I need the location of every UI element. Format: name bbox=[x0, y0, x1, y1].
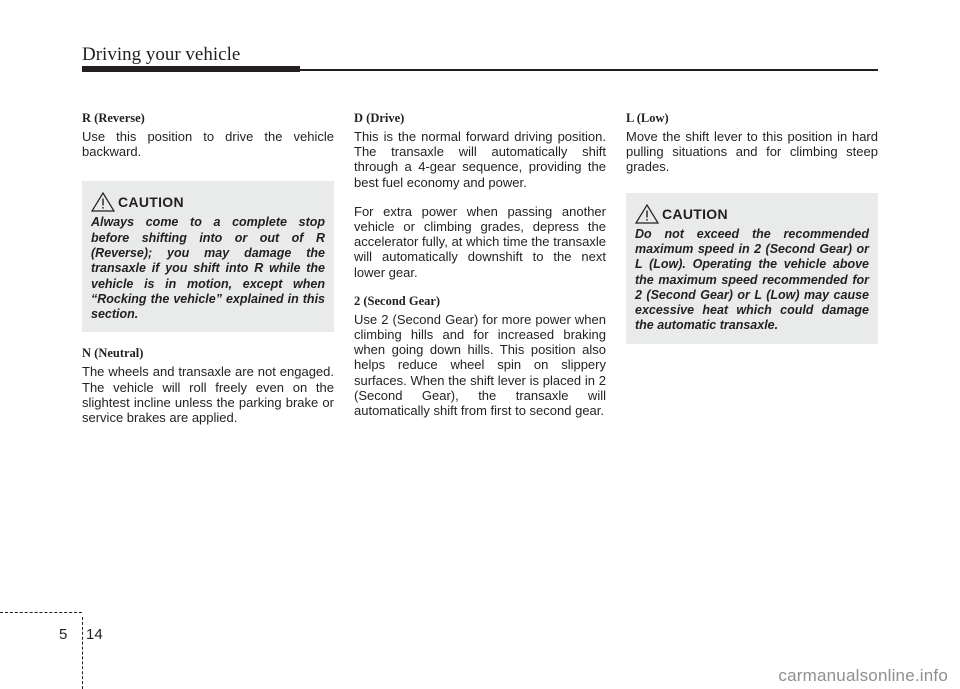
warning-triangle-icon bbox=[91, 192, 115, 212]
low-text: Move the shift lever to this position in hard pulling situations and for climbing steep grades. bbox=[626, 129, 878, 175]
neutral-text: The wheels and transaxle are not engaged. The vehicle will roll freely even on the slightest incline unless the parking brake or service brakes are applied. bbox=[82, 364, 334, 426]
caution-label: CAUTION bbox=[662, 205, 728, 222]
page-number: 14 bbox=[86, 626, 103, 643]
middle-column bbox=[354, 111, 606, 418]
left-column bbox=[82, 111, 334, 425]
reverse-heading: R (Reverse) bbox=[82, 111, 145, 125]
reverse-text: Use this position to drive the vehicle backward. bbox=[82, 129, 334, 160]
page-header-title: Driving your vehicle bbox=[82, 44, 241, 65]
drive-heading: D (Drive) bbox=[354, 111, 405, 125]
caution-box-low bbox=[626, 193, 878, 344]
second-gear-text: Use 2 (Second Gear) for more power when climbing hills and for increased braking when going down hills. This position also helps reduce wheel spin on slippery surfaces. When the shift lever is placed in 2 (Second Gear), the transaxle will automatically shift from first to second gear. bbox=[354, 311, 606, 419]
footer-crop-line-vertical bbox=[82, 617, 83, 689]
right-column bbox=[626, 111, 878, 344]
watermark: carmanualsonline.info bbox=[778, 666, 948, 685]
neutral-heading: N (Neutral) bbox=[82, 346, 144, 361]
caution-label: CAUTION bbox=[118, 194, 184, 211]
chapter-number: 5 bbox=[59, 626, 68, 643]
drive-text-1: This is the normal forward driving position. The transaxle will automatically shift through a 4-gear sequence, providing the best fuel economy and power. bbox=[354, 129, 606, 190]
caution-box-reverse bbox=[82, 181, 334, 332]
warning-triangle-icon bbox=[635, 204, 659, 224]
header-rule-thick bbox=[82, 66, 300, 72]
drive-text-2: For extra power when passing another vehicle or climbing grades, depress the accelerator fully, at which time the transaxle will automatically downshift to the next lower gear. bbox=[354, 203, 606, 280]
caution-text: Do not exceed the recommended maximum speed in 2 (Second Gear) or L (Low). Operating the vehicle above the maximum speed recommended for 2 (Second Gear) or L (Low) may cause excessive heat which could damage the automatic transaxle. bbox=[635, 226, 869, 333]
footer-crop-line-horizontal bbox=[0, 612, 82, 613]
caution-text: Always come to a complete stop before shifting into or out of R (Reverse); you may damage the transaxle if you shift into R while the vehicle is in motion, except when “Rocking the vehicle” explained in this section. bbox=[91, 215, 325, 322]
low-heading: L (Low) bbox=[626, 111, 669, 125]
second-gear-heading: 2 (Second Gear) bbox=[354, 293, 441, 308]
header-rule-thin bbox=[300, 69, 878, 71]
